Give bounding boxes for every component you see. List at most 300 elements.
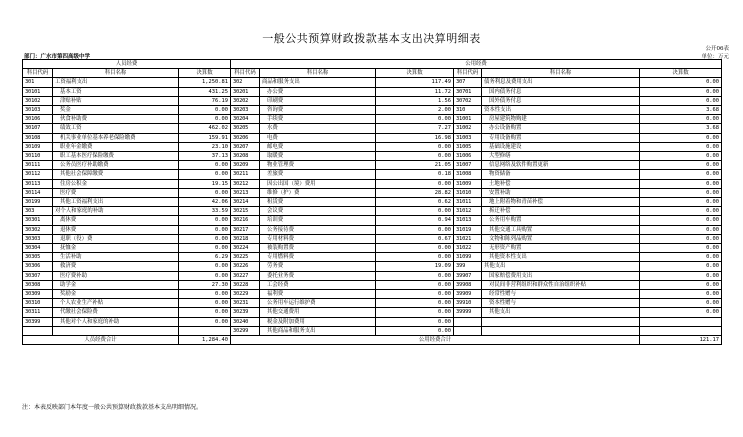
item-code: 31009 <box>454 179 482 188</box>
item-name: 水费 <box>260 124 376 133</box>
item-name: 商品和服务支出 <box>260 78 376 87</box>
item-amount: 1.56 <box>376 96 454 105</box>
item-code: 30106 <box>23 115 53 124</box>
item-name: 无形资产购置 <box>482 244 640 253</box>
item-amount: 0.00 <box>376 299 454 308</box>
item-name: 维修（护）费 <box>260 188 376 197</box>
item-amount: 0.00 <box>179 290 231 299</box>
item-name: 救济费 <box>53 262 179 271</box>
item-name: 培训费 <box>260 216 376 225</box>
item-code: 30702 <box>454 96 482 105</box>
item-code: 39910 <box>454 299 482 308</box>
item-code: 30226 <box>231 262 260 271</box>
table-row <box>23 308 722 317</box>
item-amount: 0.00 <box>376 271 454 280</box>
item-name: 个人农业生产补贴 <box>53 299 179 308</box>
item-name: 其他支出 <box>482 262 640 271</box>
item-amount: 0.00 <box>640 188 722 197</box>
item-name: 其他工资福利支出 <box>53 198 179 207</box>
item-name: 租赁费 <box>260 198 376 207</box>
item-name: 办公设备购置 <box>482 124 640 133</box>
item-code: 30109 <box>23 142 53 151</box>
item-amount: 0.00 <box>179 299 231 308</box>
item-name: 退休费 <box>53 225 179 234</box>
item-code: 30204 <box>231 115 260 124</box>
item-code: 30299 <box>231 326 260 335</box>
item-code: 310 <box>454 106 482 115</box>
header-amount: 决算数 <box>376 69 454 78</box>
item-code: 30229 <box>231 290 260 299</box>
item-code: 301 <box>23 78 53 87</box>
item-name: 经常性赠与 <box>482 290 640 299</box>
item-name: 住房公积金 <box>53 179 179 188</box>
item-code: 399 <box>454 262 482 271</box>
item-amount: 0.00 <box>179 225 231 234</box>
public-total-value: 121.17 <box>640 336 722 345</box>
item-name: 物资储备 <box>482 170 640 179</box>
item-name: 手续费 <box>260 115 376 124</box>
table-row <box>23 87 722 96</box>
item-amount: 0.00 <box>376 308 454 317</box>
item-code: 39908 <box>454 280 482 289</box>
item-name: 伙食补助费 <box>53 115 179 124</box>
item-name: 其他对个人和家庭的补助 <box>53 317 179 326</box>
table-row <box>23 133 722 142</box>
item-amount: 0.00 <box>179 188 231 197</box>
table-row <box>23 96 722 105</box>
item-code: 30215 <box>231 207 260 216</box>
item-code: 30307 <box>23 271 53 280</box>
table-row <box>23 170 722 179</box>
item-amount: 6.29 <box>179 253 231 262</box>
item-amount: 0.00 <box>179 161 231 170</box>
item-amount: 0.00 <box>640 216 722 225</box>
table-row <box>23 78 722 87</box>
table-row <box>23 225 722 234</box>
group-personnel-header: 人员经费 <box>23 60 231 69</box>
item-amount: 0.00 <box>640 225 722 234</box>
item-amount: 0.62 <box>376 198 454 207</box>
item-amount: 27.30 <box>179 280 231 289</box>
table-row <box>23 317 722 326</box>
item-name: 津贴补贴 <box>53 96 179 105</box>
table-row <box>23 161 722 170</box>
item-amount: 0.94 <box>376 216 454 225</box>
item-amount: 0.00 <box>179 308 231 317</box>
item-amount: 0.00 <box>640 179 722 188</box>
item-amount: 33.59 <box>179 207 231 216</box>
item-amount: 0.00 <box>376 244 454 253</box>
item-code: 30217 <box>231 225 260 234</box>
item-amount: 117.49 <box>376 78 454 87</box>
item-amount: 0.00 <box>640 280 722 289</box>
item-amount: 0.00 <box>179 244 231 253</box>
item-name: 基础设施建设 <box>482 142 640 151</box>
item-amount: 0.00 <box>640 78 722 87</box>
footnote: 注：本表反映部门本年度一般公共预算财政拨款基本支出明细情况。 <box>22 404 203 411</box>
public-total-label: 公用经费合计 <box>231 336 640 345</box>
table-row <box>23 179 722 188</box>
item-code: 30225 <box>231 253 260 262</box>
item-name: 房屋建筑物购建 <box>482 115 640 124</box>
item-code: 30224 <box>231 244 260 253</box>
item-amount: 19.15 <box>179 179 231 188</box>
item-code: 302 <box>231 78 260 87</box>
item-name: 对民间非营利组织和群众性自治组织补贴 <box>482 280 640 289</box>
item-code: 31099 <box>454 253 482 262</box>
item-amount: 0.67 <box>376 234 454 243</box>
item-name: 资本性支出 <box>482 106 640 115</box>
item-name: 助学金 <box>53 280 179 289</box>
item-amount: 19.09 <box>376 262 454 271</box>
item-name: 地上附着物和青苗补偿 <box>482 198 640 207</box>
item-amount: 0.00 <box>640 115 722 124</box>
item-code: 31007 <box>454 161 482 170</box>
item-amount: 0.00 <box>179 271 231 280</box>
item-code: 30208 <box>231 152 260 161</box>
item-code: 31011 <box>454 198 482 207</box>
table-row <box>23 280 722 289</box>
item-amount: 0.00 <box>376 317 454 326</box>
item-name: 代缴社会保险费 <box>53 308 179 317</box>
item-code <box>454 326 482 335</box>
item-amount: 3.68 <box>640 106 722 115</box>
item-code: 30306 <box>23 262 53 271</box>
item-name: 抚恤金 <box>53 244 179 253</box>
item-code: 30209 <box>231 161 260 170</box>
item-name: 办公费 <box>260 87 376 96</box>
item-name: 专用材料费 <box>260 234 376 243</box>
item-amount: 16.98 <box>376 133 454 142</box>
item-amount: 0.00 <box>640 290 722 299</box>
item-amount <box>640 326 722 335</box>
item-name <box>53 326 179 335</box>
item-amount: 0.00 <box>376 207 454 216</box>
item-name: 基本工资 <box>53 87 179 96</box>
item-name <box>482 317 640 326</box>
item-code: 30110 <box>23 152 53 161</box>
item-amount: 0.00 <box>640 308 722 317</box>
item-name: 债务利息及费用支出 <box>482 78 640 87</box>
item-code: 30107 <box>23 124 53 133</box>
table-row <box>23 142 722 151</box>
item-amount: 0.00 <box>376 179 454 188</box>
item-code: 30103 <box>23 106 53 115</box>
item-amount: 0.00 <box>179 234 231 243</box>
item-amount: 0.00 <box>376 290 454 299</box>
item-amount: 0.00 <box>376 115 454 124</box>
table-row <box>23 326 722 335</box>
item-name: 奖励金 <box>53 290 179 299</box>
item-name: 机关事业单位基本养老保险缴费 <box>53 133 179 142</box>
item-code: 30216 <box>231 216 260 225</box>
item-code: 30301 <box>23 216 53 225</box>
item-code: 31021 <box>454 234 482 243</box>
item-code: 30108 <box>23 133 53 142</box>
item-name: 其他交通工具购置 <box>482 225 640 234</box>
item-code: 31008 <box>454 170 482 179</box>
item-code: 30310 <box>23 299 53 308</box>
item-code: 30228 <box>231 280 260 289</box>
item-code: 30203 <box>231 106 260 115</box>
table-row <box>23 253 722 262</box>
item-name: 国家赔偿费用支出 <box>482 271 640 280</box>
item-code: 30240 <box>231 317 260 326</box>
item-amount: 0.00 <box>640 96 722 105</box>
item-amount: 0.00 <box>640 152 722 161</box>
item-amount: 0.00 <box>179 317 231 326</box>
item-amount: 0.00 <box>376 142 454 151</box>
item-amount: 0.00 <box>640 142 722 151</box>
item-name: 其他支出 <box>482 308 640 317</box>
item-code: 30112 <box>23 170 53 179</box>
header-code: 科目代码 <box>231 69 260 78</box>
item-code: 30201 <box>231 87 260 96</box>
item-name: 专用设备购置 <box>482 133 640 142</box>
item-code: 30212 <box>231 179 260 188</box>
item-code: 30239 <box>231 308 260 317</box>
item-code: 30213 <box>231 188 260 197</box>
item-amount: 0.00 <box>376 280 454 289</box>
header-code: 科目代码 <box>23 69 53 78</box>
item-code: 30311 <box>23 308 53 317</box>
item-name: 其他交通费用 <box>260 308 376 317</box>
item-code: 30113 <box>23 179 53 188</box>
item-amount: 0.00 <box>179 262 231 271</box>
item-code: 30305 <box>23 253 53 262</box>
item-code: 30202 <box>231 96 260 105</box>
table-row <box>23 290 722 299</box>
item-amount: 0.00 <box>179 216 231 225</box>
item-amount: 28.82 <box>376 188 454 197</box>
form-number: 公开06表 <box>705 46 729 52</box>
item-name: 工资福利支出 <box>53 78 179 87</box>
item-amount: 21.05 <box>376 161 454 170</box>
item-code: 30111 <box>23 161 53 170</box>
item-code: 31012 <box>454 207 482 216</box>
item-name <box>482 326 640 335</box>
item-code: 31002 <box>454 124 482 133</box>
item-name: 邮电费 <box>260 142 376 151</box>
item-code: 30101 <box>23 87 53 96</box>
item-code: 30227 <box>231 271 260 280</box>
department-label: 部门：广水市第四高级中学 <box>24 54 91 60</box>
item-amount <box>179 326 231 335</box>
item-code: 30309 <box>23 290 53 299</box>
item-code: 31022 <box>454 244 482 253</box>
table-row <box>23 262 722 271</box>
item-name: 委托业务费 <box>260 271 376 280</box>
table-row <box>23 207 722 216</box>
item-code: 303 <box>23 207 53 216</box>
item-code: 31013 <box>454 216 482 225</box>
item-name: 土地补偿 <box>482 179 640 188</box>
item-amount: 76.19 <box>179 96 231 105</box>
table-row <box>23 115 722 124</box>
item-code: 39909 <box>454 290 482 299</box>
item-name: 福利费 <box>260 290 376 299</box>
table-body <box>23 78 722 336</box>
item-amount: 431.25 <box>179 87 231 96</box>
item-code <box>23 326 53 335</box>
item-amount: 0.00 <box>640 170 722 179</box>
item-name: 被装购置费 <box>260 244 376 253</box>
item-amount: 0.00 <box>640 262 722 271</box>
item-amount: 42.06 <box>179 198 231 207</box>
item-code: 30303 <box>23 234 53 243</box>
table-row <box>23 216 722 225</box>
item-code: 30304 <box>23 244 53 253</box>
item-amount: 159.91 <box>179 133 231 142</box>
item-amount: 0.00 <box>640 198 722 207</box>
item-amount: 0.00 <box>640 271 722 280</box>
item-name: 退职（役）费 <box>53 234 179 243</box>
header-amount: 决算数 <box>640 69 722 78</box>
item-code: 30214 <box>231 198 260 207</box>
item-code <box>454 317 482 326</box>
item-name: 医疗费 <box>53 188 179 197</box>
table-row <box>23 188 722 197</box>
item-name: 拆迁补偿 <box>482 207 640 216</box>
item-code: 30114 <box>23 188 53 197</box>
item-amount: 3.68 <box>640 124 722 133</box>
header-name: 科目名称 <box>53 69 179 78</box>
header-name: 科目名称 <box>482 69 640 78</box>
item-name: 咨询费 <box>260 106 376 115</box>
item-amount: 0.00 <box>376 326 454 335</box>
item-amount: 0.00 <box>376 225 454 234</box>
item-amount: 23.10 <box>179 142 231 151</box>
table-row <box>23 106 722 115</box>
item-name: 信息网络及软件购置更新 <box>482 161 640 170</box>
item-name: 生活补助 <box>53 253 179 262</box>
item-amount: 0.00 <box>640 253 722 262</box>
item-code: 39999 <box>454 308 482 317</box>
item-amount: 0.00 <box>640 207 722 216</box>
item-code: 30231 <box>231 299 260 308</box>
table-row <box>23 271 722 280</box>
item-code: 31010 <box>454 188 482 197</box>
item-name: 绩效工资 <box>53 124 179 133</box>
table-row <box>23 299 722 308</box>
item-name: 因公出国（境）费用 <box>260 179 376 188</box>
item-amount: 0.00 <box>640 299 722 308</box>
table-row <box>23 244 722 253</box>
item-amount: 0.00 <box>376 253 454 262</box>
header-code: 科目代码 <box>454 69 482 78</box>
item-code: 30211 <box>231 170 260 179</box>
header-name: 科目名称 <box>260 69 376 78</box>
item-amount: 0.00 <box>179 170 231 179</box>
item-name: 劳务费 <box>260 262 376 271</box>
item-name: 电费 <box>260 133 376 142</box>
item-name: 大型修缮 <box>482 152 640 161</box>
item-amount: 0.00 <box>179 115 231 124</box>
table-row <box>23 198 722 207</box>
table-row <box>23 124 722 133</box>
item-name: 专用燃料费 <box>260 253 376 262</box>
table-row <box>23 234 722 243</box>
item-name: 职业年金缴费 <box>53 142 179 151</box>
group-public-header: 公用经费 <box>231 60 722 69</box>
item-name: 公务用车购置 <box>482 216 640 225</box>
item-amount: 0.00 <box>179 106 231 115</box>
table-row <box>23 152 722 161</box>
report-title: 一般公共预算财政拨款基本支出决算明细表 <box>262 32 481 45</box>
item-code: 30218 <box>231 234 260 243</box>
item-name: 印刷费 <box>260 96 376 105</box>
expenditure-table <box>22 59 722 345</box>
unit-label: 单位：万元 <box>701 54 729 60</box>
item-code: 30199 <box>23 198 53 207</box>
item-amount <box>640 317 722 326</box>
item-amount: 0.00 <box>640 161 722 170</box>
item-name: 工会经费 <box>260 280 376 289</box>
item-code: 30308 <box>23 280 53 289</box>
item-code: 307 <box>454 78 482 87</box>
item-code: 30701 <box>454 87 482 96</box>
item-code: 31005 <box>454 142 482 151</box>
item-name: 离休费 <box>53 216 179 225</box>
item-name: 医疗费补助 <box>53 271 179 280</box>
personnel-total-label: 人员经费合计 <box>23 336 179 345</box>
item-name: 物业管理费 <box>260 161 376 170</box>
item-name: 资本性赠与 <box>482 299 640 308</box>
item-code: 30102 <box>23 96 53 105</box>
item-amount: 37.13 <box>179 152 231 161</box>
item-code: 39907 <box>454 271 482 280</box>
item-name: 差旅费 <box>260 170 376 179</box>
item-name: 其他商品和服务支出 <box>260 326 376 335</box>
item-name: 公务员医疗补助缴费 <box>53 161 179 170</box>
item-code: 31019 <box>454 225 482 234</box>
header-amount: 决算数 <box>179 69 231 78</box>
item-name: 国外债务付息 <box>482 96 640 105</box>
item-code: 31003 <box>454 133 482 142</box>
item-amount: 0.18 <box>376 170 454 179</box>
item-code: 30399 <box>23 317 53 326</box>
item-code: 30206 <box>231 133 260 142</box>
item-amount: 11.72 <box>376 87 454 96</box>
item-name: 公务接待费 <box>260 225 376 234</box>
item-name: 会议费 <box>260 207 376 216</box>
item-name: 其他资本性支出 <box>482 253 640 262</box>
item-name: 其他社会保障缴费 <box>53 170 179 179</box>
item-amount: 0.00 <box>376 152 454 161</box>
item-amount: 462.02 <box>179 124 231 133</box>
item-name: 奖金 <box>53 106 179 115</box>
item-code: 31006 <box>454 152 482 161</box>
item-name: 对个人和家庭的补助 <box>53 207 179 216</box>
item-amount: 0.00 <box>640 133 722 142</box>
item-code: 30207 <box>231 142 260 151</box>
item-amount: 1,250.81 <box>179 78 231 87</box>
item-name: 文物和陈列品购置 <box>482 234 640 243</box>
item-name: 国内债务付息 <box>482 87 640 96</box>
item-amount: 7.27 <box>376 124 454 133</box>
item-name: 取暖费 <box>260 152 376 161</box>
item-amount: 2.00 <box>376 106 454 115</box>
item-name: 职工基本医疗保险缴费 <box>53 152 179 161</box>
item-amount: 0.00 <box>640 244 722 253</box>
item-code: 30205 <box>231 124 260 133</box>
item-name: 税金及附加费用 <box>260 317 376 326</box>
item-amount: 0.00 <box>640 87 722 96</box>
item-code: 31001 <box>454 115 482 124</box>
personnel-total-value: 1,284.40 <box>179 336 231 345</box>
item-code: 30302 <box>23 225 53 234</box>
item-name: 安置补助 <box>482 188 640 197</box>
